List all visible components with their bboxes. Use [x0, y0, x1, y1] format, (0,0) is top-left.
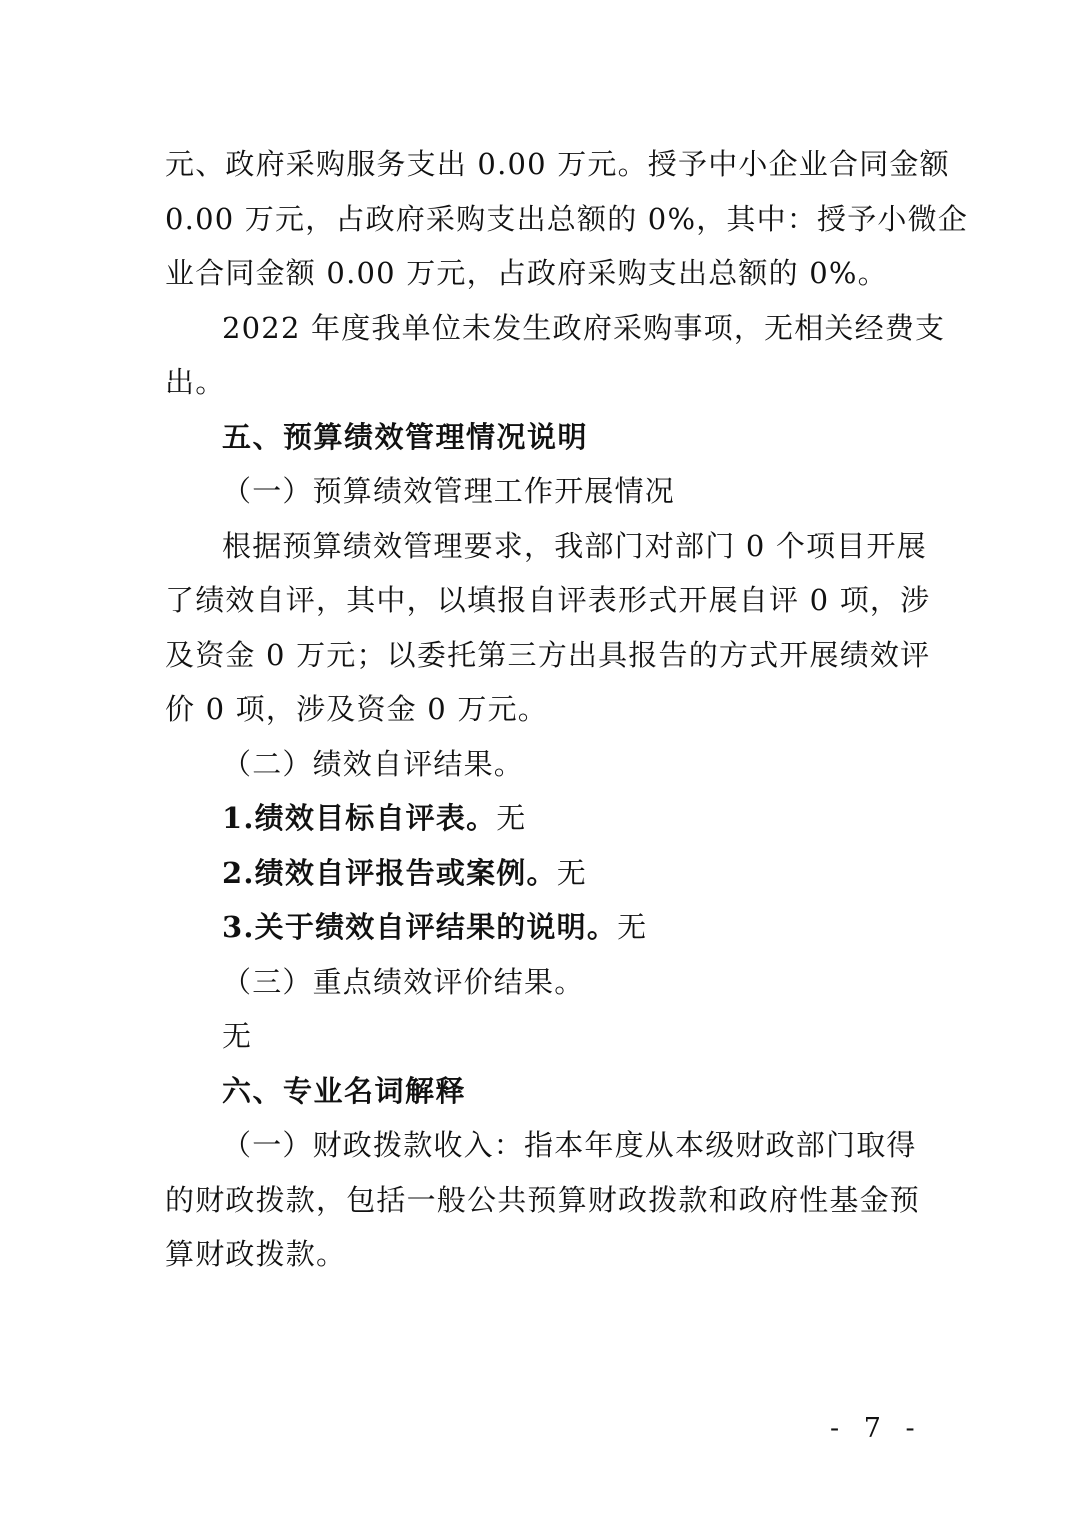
paragraph-line: 算财政拨款。	[165, 1237, 347, 1271]
subsection-heading: （三）重点绩效评价结果。	[222, 964, 585, 999]
paragraph-line: 2022 年度我单位未发生政府采购事项，无相关经费支	[222, 310, 946, 345]
list-item	[165, 791, 900, 846]
paragraph-line: （一）财政拨款收入：指本年度从本级财政部门取得	[222, 1128, 917, 1162]
list-item-value: 无	[617, 910, 648, 944]
body-text	[165, 137, 969, 1282]
paragraph-line: 的财政拨款，包括一般公共预算财政拨款和政府性基金预	[165, 1182, 921, 1217]
list-item-value: 无	[496, 801, 527, 835]
page-number: - 7 -	[830, 1413, 923, 1444]
list-item-label: 1.绩效目标自评表。	[222, 801, 497, 835]
paragraph-line: 出。	[165, 365, 226, 399]
paragraph-line: 及资金 0 万元；以委托第三方出具报告的方式开展绩效评	[165, 637, 931, 672]
section-heading: 六、专业名词解释	[222, 1073, 467, 1108]
paragraph-line: 0.00 万元，占政府采购支出总额的 0%，其中：授予小微企	[165, 201, 969, 236]
paragraph-line: 业合同金额 0.00 万元，占政府采购支出总额的 0%。	[165, 256, 888, 290]
list-item-value: 无	[556, 855, 587, 890]
section-heading: 五、预算绩效管理情况说明	[222, 419, 589, 454]
paragraph-line: 了绩效自评，其中，以填报自评表形式开展自评 0 项，涉	[165, 583, 931, 617]
list-item	[165, 846, 900, 901]
paragraph-line: 根据预算绩效管理要求，我部门对部门 0 个项目开展	[222, 528, 927, 563]
list-item	[165, 900, 900, 955]
subsection-heading: （二）绩效自评结果。	[222, 746, 525, 781]
paragraph-line: 价 0 项，涉及资金 0 万元。	[165, 692, 548, 726]
list-item-label: 3.关于绩效自评结果的说明。	[222, 910, 618, 944]
list-item-label: 2.绩效自评报告或案例。	[222, 855, 557, 890]
paragraph-line: 无	[222, 1019, 253, 1053]
paragraph-line: 元、政府采购服务支出 0.00 万元。授予中小企业合同金额	[165, 147, 950, 181]
subsection-heading: （一）预算绩效管理工作开展情况	[222, 474, 676, 508]
